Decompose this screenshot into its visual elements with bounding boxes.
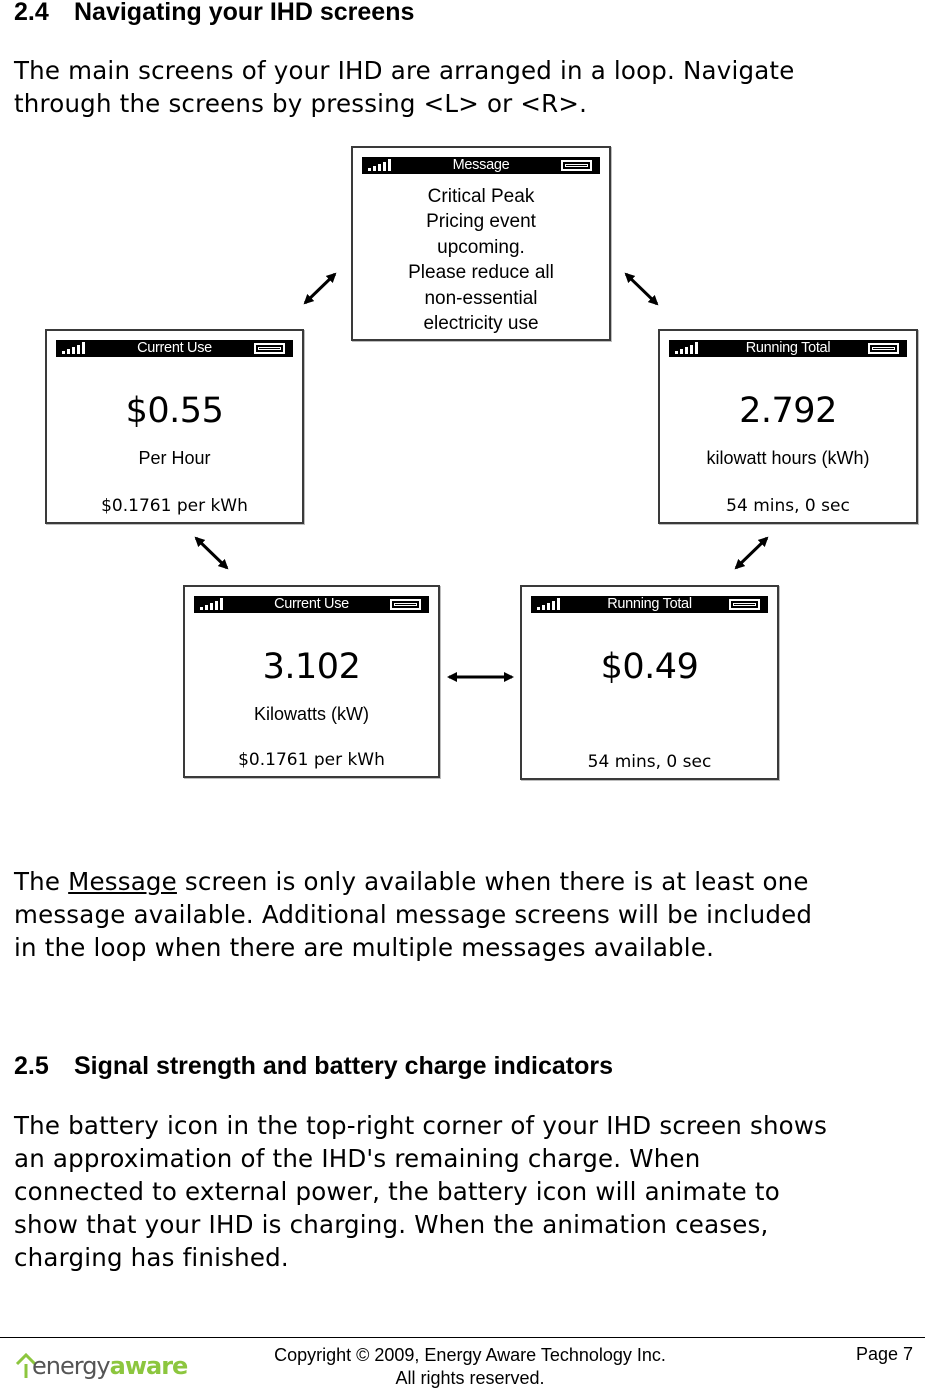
- body-line: charging has finished.: [14, 1243, 289, 1272]
- logo-text: energyaware: [32, 1352, 188, 1380]
- screen-title: Running Total: [607, 596, 692, 612]
- battery-icon: [729, 599, 760, 610]
- message-line: upcoming.: [437, 237, 525, 258]
- section-title: Signal strength and battery charge indicators: [74, 1052, 614, 1080]
- section-number: 2.4: [14, 0, 49, 26]
- screen-title-bar: [194, 596, 429, 613]
- battery-icon: [390, 599, 421, 610]
- body-line: connected to external power, the battery icon will animate to: [14, 1177, 780, 1206]
- screen-unit: Per Hour: [138, 448, 211, 468]
- screen-title: Current Use: [274, 596, 349, 612]
- section-2-5-heading: [14, 1052, 613, 1081]
- body-line: show that your IHD is charging. When the animation ceases,: [14, 1210, 769, 1239]
- arrow-running-total-to-cost: [736, 538, 767, 568]
- battery-paragraph: [14, 1109, 827, 1274]
- battery-icon: [561, 160, 592, 171]
- message-term: Message: [68, 867, 177, 896]
- arrow-current-use-to-message: [305, 274, 335, 303]
- screen-title: Current Use: [137, 340, 212, 356]
- note-text: screen is only available when there is at least one: [176, 867, 809, 896]
- battery-icon: [868, 343, 899, 354]
- message-line: Pricing event: [426, 211, 536, 232]
- screen-footer: 54 mins, 0 sec: [587, 752, 712, 772]
- message-line: non-essential: [424, 288, 538, 309]
- intro-line: The main screens of your IHD are arranged in a loop. Navigate: [14, 56, 795, 85]
- footer-copyright: [215, 1344, 725, 1390]
- screen-title: Message: [452, 157, 510, 173]
- screen-title-bar: [669, 340, 907, 357]
- screen-title: Running Total: [745, 340, 831, 356]
- ihd-message-screen: [351, 146, 611, 341]
- screen-value: $0.55: [125, 391, 224, 431]
- screen-value: 3.102: [262, 647, 361, 687]
- screen-footer: 54 mins, 0 sec: [726, 496, 850, 516]
- intro-line: through the screens by pressing <L> or <R>.: [14, 89, 588, 118]
- arrow-current-use-cost-to-power: [196, 538, 227, 568]
- screen-value: 2.792: [739, 391, 837, 431]
- battery-icon: [254, 343, 285, 354]
- energy-aware-logo: [15, 1350, 195, 1384]
- message-line: Please reduce all: [408, 262, 554, 283]
- rights-line: All rights reserved.: [395, 1368, 545, 1388]
- ihd-current-use-power-screen: [183, 585, 440, 778]
- page-number: Page 7: [855, 1344, 913, 1364]
- screen-title-bar: [362, 157, 600, 174]
- note-text: in the loop when there are multiple messages available.: [14, 933, 715, 962]
- message-note-paragraph: [14, 865, 812, 964]
- copyright-line: Copyright © 2009, Energy Aware Technology Inc.: [274, 1345, 666, 1365]
- arrow-message-to-running-total: [626, 274, 657, 304]
- body-line: an approximation of the IHD's remaining charge. When: [14, 1144, 701, 1173]
- note-text: message available. Additional message screens will be included: [14, 900, 813, 929]
- section-title: Navigating your IHD screens: [74, 0, 415, 26]
- section-number: 2.5: [14, 1052, 49, 1080]
- body-line: The battery icon in the top-right corner of your IHD screen shows: [14, 1111, 828, 1140]
- screen-title-bar: [56, 340, 293, 357]
- screen-value: $0.49: [600, 647, 699, 687]
- message-line: Critical Peak: [427, 186, 535, 207]
- ihd-running-total-cost-screen: [520, 585, 779, 780]
- screen-footer: $0.1761 per kWh: [238, 750, 385, 770]
- note-text: The: [14, 867, 69, 896]
- ihd-current-use-cost-screen: [45, 329, 304, 524]
- ihd-running-total-energy-screen: [658, 329, 918, 524]
- screen-title-bar: [531, 596, 768, 613]
- screen-footer: $0.1761 per kWh: [101, 496, 248, 516]
- screen-unit: Kilowatts (kW): [253, 704, 369, 724]
- screen-unit: kilowatt hours (kWh): [706, 448, 870, 468]
- footer-divider: [0, 1337, 925, 1338]
- message-line: electricity use: [423, 313, 539, 334]
